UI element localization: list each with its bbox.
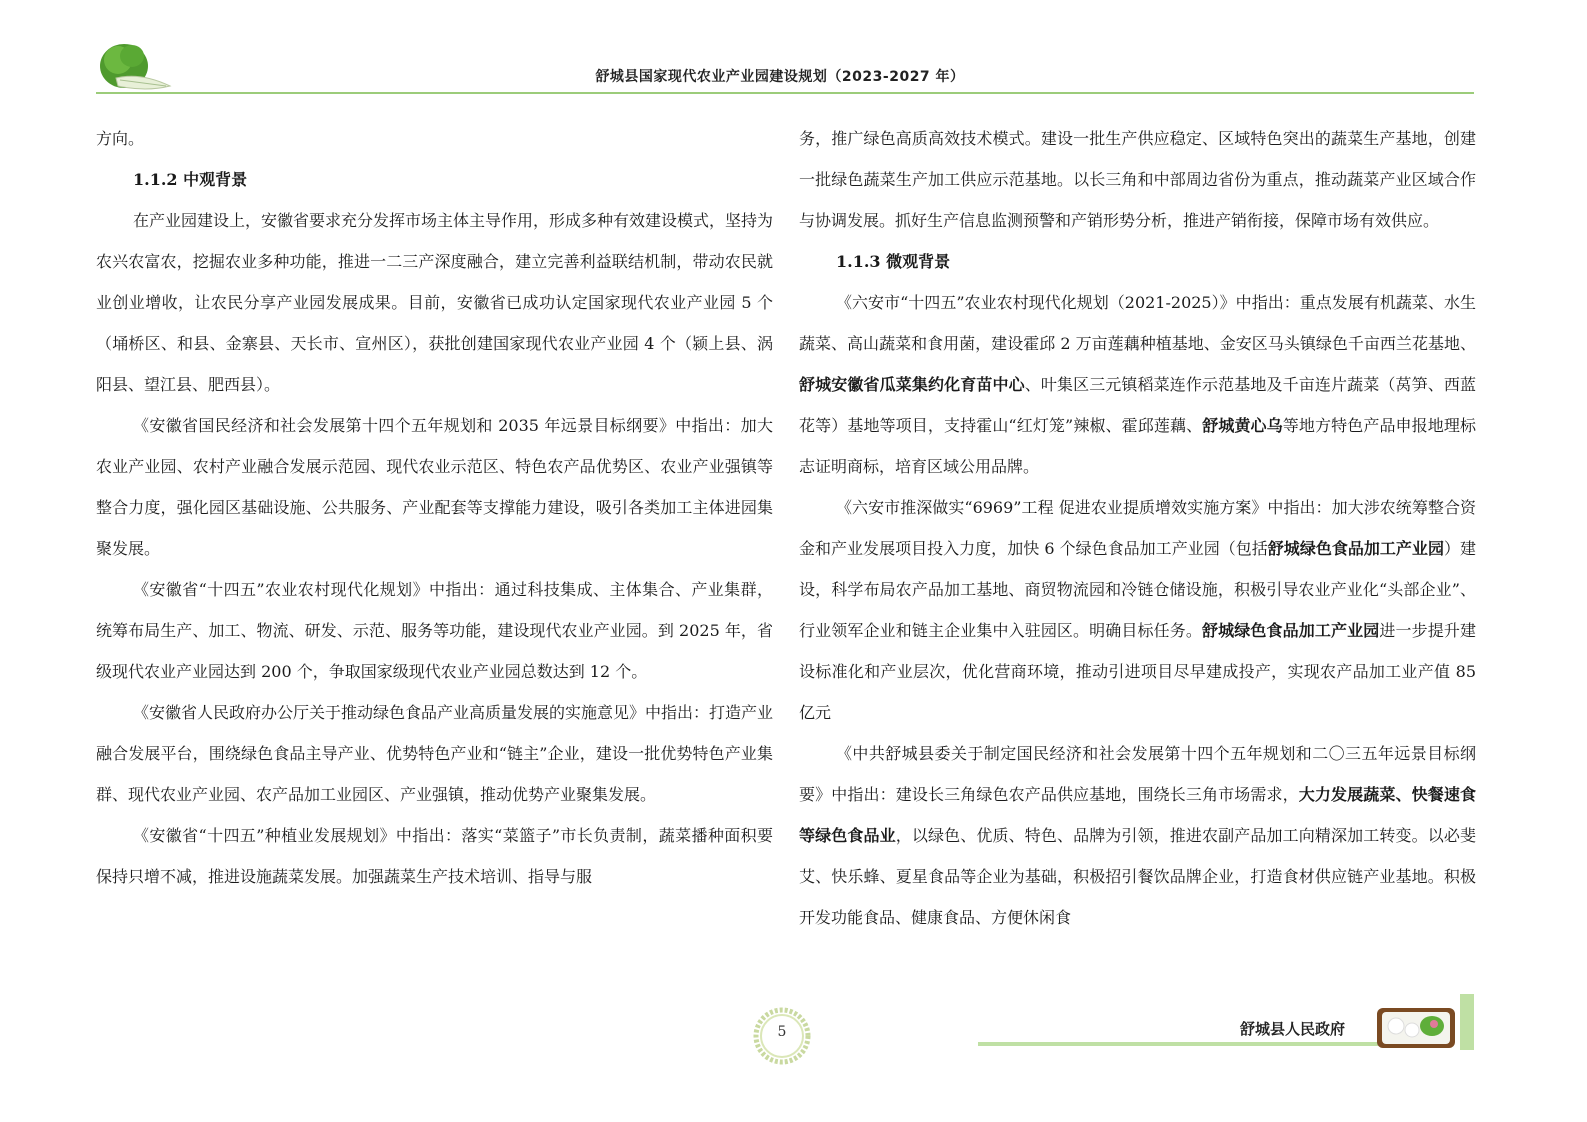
bold-term: 舒城黄心乌 (1202, 416, 1283, 435)
bold-term: 舒城绿色食品加工产业园 (1202, 621, 1380, 640)
page-header-title: 舒城县国家现代农业产业园建设规划（2023-2027 年） (595, 69, 965, 85)
paragraph: 《安徽省“十四五”种植业发展规划》中指出：落实“菜篮子”市长负责制，蔬菜播种面积要保持只增不减，推进设施蔬菜发展。加强蔬菜生产技术培训、指导与服 (96, 826, 773, 886)
left-column (96, 118, 773, 897)
paragraph: 《中共舒城县委关于制定国民经济和社会发展第十四个五年规划和二〇三五年远景目标纲要》中指出：建设长三角绿色农产品供应基地，围绕长三角市场需求，大力发展蔬菜、快餐速食等绿色食品业，以绿色、优质、特色、品牌为引领，推进农副产品加工向精深加工转变。以必斐艾、快乐蜂、夏星食品等企业为基础，积极招引餐饮品牌企业，打造食材供应链产业基地。积极开发功能食品、健康食品、方便休闲食 (799, 744, 1476, 927)
right-column (799, 118, 1476, 938)
bold-term: 舒城安徽省瓜菜集约化育苗中心 (799, 375, 1025, 394)
vegetable-basket-icon (1376, 1004, 1456, 1050)
page-number: 5 (777, 1024, 787, 1040)
cabbage-icon (96, 36, 176, 96)
footer-organization: 舒城县人民政府 (1240, 1020, 1346, 1038)
footer-side-bar (1460, 994, 1474, 1050)
paragraph: 《六安市推深做实“6969”工程 促进农业提质增效实施方案》中指出：加大涉农统筹整合资金和产业发展项目投入力度，加快 6 个绿色食品加工产业园（包括舒城绿色食品加工产业园）建设，科学布局农产品加工基地、商贸物流园和冷链仓储设施，积极引导农业产业化“头部企业”、行业领军企业和链主企业集中入驻园区。明确目标任务。舒城绿色食品加工产业园进一步提升建设标准化和产业层次，优化营商环境，推动引进项目尽早建成投产，实现农产品加工业产值 85 亿元 (799, 498, 1476, 722)
paragraph: 《六安市“十四五”农业农村现代化规划（2021-2025）》中指出：重点发展有机蔬菜、水生蔬菜、高山蔬菜和食用菌，建设霍邱 2 万亩莲藕种植基地、金安区马头镇绿色千亩西兰花基地、舒城安徽省瓜菜集约化育苗中心、叶集区三元镇稻菜连作示范基地及千亩连片蔬菜（莴笋、西蓝花等）基地等项目，支持霍山“红灯笼”辣椒、霍邱莲藕、舒城黄心乌等地方特色产品申报地理标志证明商标，培育区域公用品牌。 (799, 293, 1476, 476)
paragraph-continuation: 务，推广绿色高质高效技术模式。建设一批生产供应稳定、区域特色突出的蔬菜生产基地，创建一批绿色蔬菜生产加工供应示范基地。以长三角和中部周边省份为重点，推动蔬菜产业区域合作与协调发展。抓好生产信息监测预警和产销形势分析，推进产销衔接，保障市场有效供应。 (799, 129, 1476, 230)
bold-term: 舒城绿色食品加工产业园 (1267, 539, 1444, 558)
paragraph: 《安徽省“十四五”农业农村现代化规划》中指出：通过科技集成、主体集合、产业集群，统筹布局生产、加工、物流、研发、示范、服务等功能，建设现代农业产业园。到 2025 年，省级现代农业产业园达到 200 个，争取国家级现代农业产业园总数达到 12 个。 (96, 580, 773, 681)
paragraph: 《安徽省国民经济和社会发展第十四个五年规划和 2035 年远景目标纲要》中指出：加大农业产业园、农村产业融合发展示范园、现代农业示范区、特色农产品优势区、农业产业强镇等整合力度，强化园区基础设施、公共服务、产业配套等支撑能力建设，吸引各类加工主体进园集聚发展。 (96, 416, 773, 558)
paragraph: 《安徽省人民政府办公厅关于推动绿色食品产业高质量发展的实施意见》中指出：打造产业融合发展平台，围绕绿色食品主导产业、优势特色产业和“链主”企业，建设一批优势特色产业集群、现代农业产业园、农产品加工业园区、产业强镇，推动优势产业聚集发展。 (96, 703, 774, 804)
paragraph-continuation: 方向。 (96, 129, 145, 148)
paragraph: 在产业园建设上，安徽省要求充分发挥市场主体主导作用，形成多种有效建设模式，坚持为农兴农富农，挖掘农业多种功能，推进一二三产深度融合，建立完善利益联结机制，带动农民就业创业增收，让农民分享产业园发展成果。目前，安徽省已成功认定国家现代农业产业园 5 个（埇桥区、和县、金寨县、天长市、宣州区），获批创建国家现代农业产业园 4 个（颍上县、涡阳县、望江县、肥西县）。 (96, 211, 774, 394)
section-heading-1-1-2: 1.1.2 中观背景 (133, 170, 248, 189)
footer-divider (978, 1042, 1378, 1046)
page-number-badge (752, 1006, 812, 1066)
header-divider (96, 92, 1474, 94)
bold-term: 大力发展蔬菜、快餐速食等绿色食品业 (799, 785, 1476, 845)
section-heading-1-1-3: 1.1.3 微观背景 (836, 252, 951, 271)
